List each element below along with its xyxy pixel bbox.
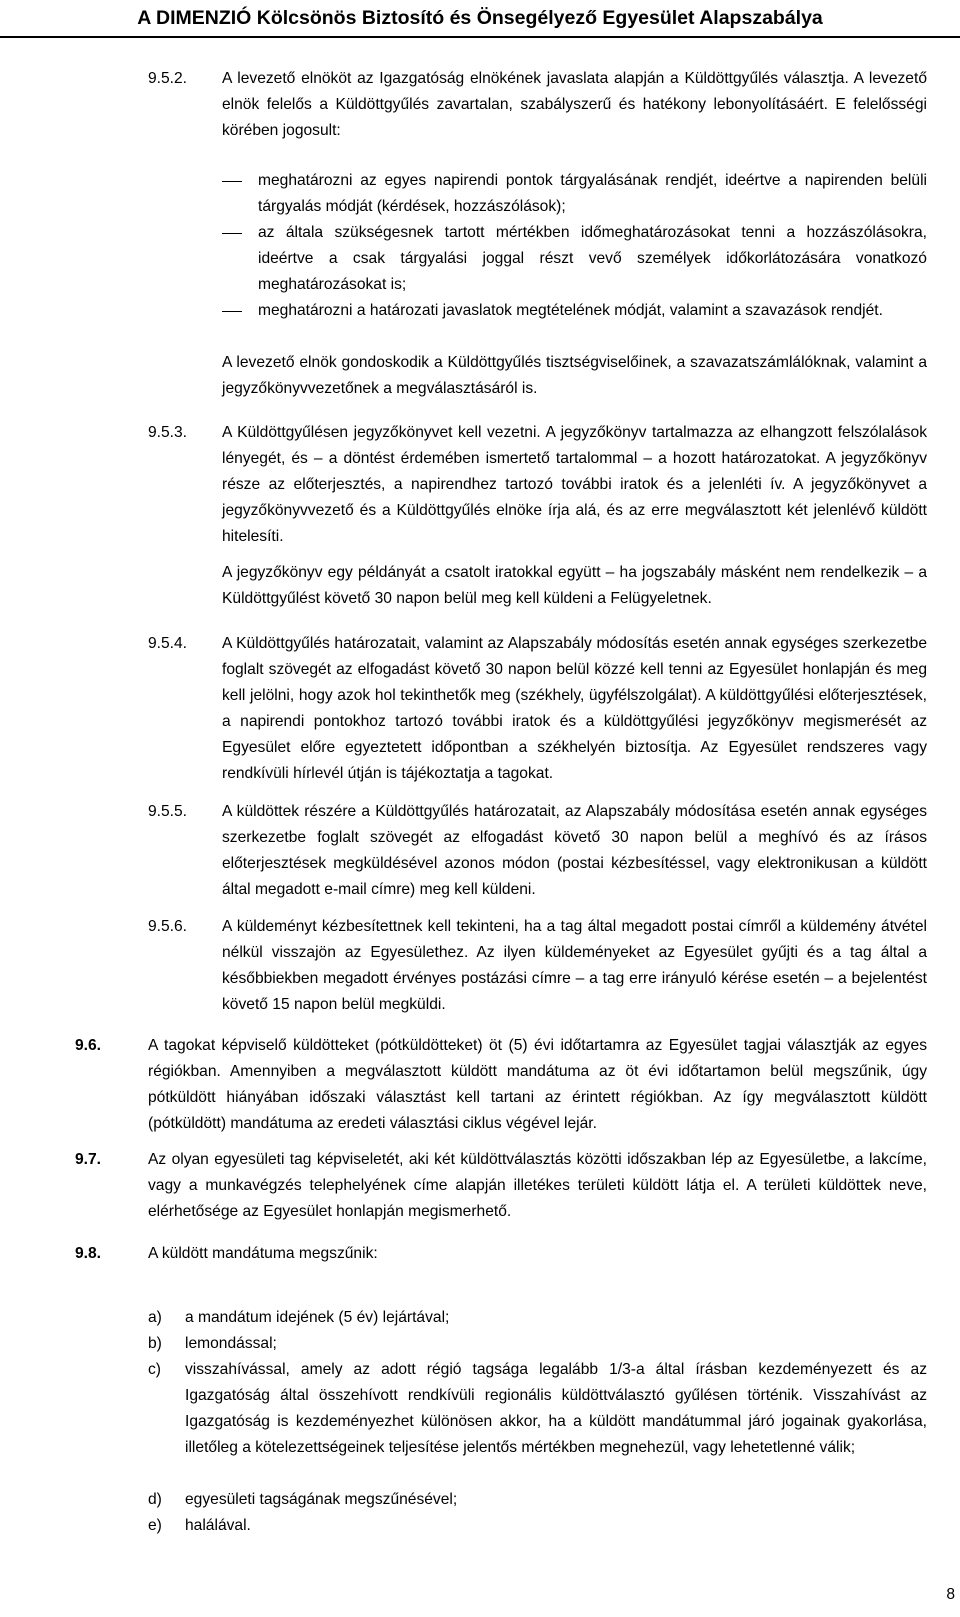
section-number-9-8: 9.8. xyxy=(75,1245,102,1262)
section-9-7-text: Az olyan egyesületi tag képviseletét, aki két küldöttválasztás közötti időszakban lép az Egyesületbe, a lakcíme, vagy a munkavégzés telephelyének címe alapján illetékes területi küldött látja el. A területi küldöttek neve, elérhetősége az Egyesület honlapján megismerhető. xyxy=(148,1151,927,1220)
dash-bullet xyxy=(222,181,242,182)
section-9-5-2-intro: A levezető elnököt az Igazgatóság elnökének javaslata alapján a Küldöttgyűlés választja. A levezető elnök felelős a Küldöttgyűlés zavartalan, szabályszerű és hatékony lebonyolításáért. E felelősségi körében jogosult: xyxy=(222,70,927,139)
list-item-9-8-e: halálával. xyxy=(185,1517,251,1534)
list-item-9-8-b: lemondással; xyxy=(185,1335,277,1352)
document-title: A DIMENZIÓ Kölcsönös Biztosító és Önsegélyező Egyesület Alapszabálya xyxy=(137,7,823,29)
section-number-9-5-5: 9.5.5. xyxy=(148,803,188,820)
section-9-6-text: A tagokat képviselő küldötteket (pótküldötteket) öt (5) évi időtartamra az Egyesület tagjai választják az egyes régiókban. Amennyiben a megválasztott küldött mandátuma az öt évi időtartamon belül megszűnik, úgy pótküldött hiányában időszaki választást kell tartani az érintett régiókban. Az így megválasztott küldött (pótküldött) mandátuma az eredeti választási ciklus végével lejár. xyxy=(148,1037,927,1132)
list-item-9-8-c: visszahívással, amely az adott régió tagsága legalább 1/3-a által írásban kezdeményezett és az Igazgatóság által összehívott rendkívüli regionális küldöttválasztó gyűlésen történik. Visszahívást az Igazgatóság is kezdeményezhet különösen akkor, ha a küldött mandátummal járó jogainak gyakorlása, illetőleg a kötelezettségeinek teljesítése jelentős mértékben megnehezül, vagy lehetetlenné válik; xyxy=(185,1361,927,1456)
list-label-d: d) xyxy=(148,1491,162,1508)
list-item-9-5-2-1: meghatározni az egyes napirendi pontok tárgyalásának rendjét, ideértve a napirenden belüli tárgyalás módját (kérdések, hozzászólások); xyxy=(258,172,927,215)
list-item-9-8-a: a mandátum idejének (5 év) lejártával; xyxy=(185,1309,450,1326)
section-number-9-5-6: 9.5.6. xyxy=(148,918,188,935)
list-item-9-5-2-2: az általa szükségesnek tartott mértékben időmeghatározásokat tenni a hozzászólásokra, ideértve a csak tárgyalási joggal részt vevő személyek időkorlátozására vonatkozó meghatározásokat is; xyxy=(258,224,927,293)
section-9-5-2-closing: A levezető elnök gondoskodik a Küldöttgyűlés tisztségviselőinek, a szavazatszámlálóknak, valamint a jegyzőkönyvvezetőnek a megválasztásáról is. xyxy=(222,354,927,397)
list-item-9-8-d: egyesületi tagságának megszűnésével; xyxy=(185,1491,458,1508)
section-number-9-5-3: 9.5.3. xyxy=(148,424,188,441)
section-number-9-6: 9.6. xyxy=(75,1037,102,1054)
section-9-5-6-text: A küldeményt kézbesítettnek kell tekinteni, ha a tag által megadott postai címről a küldemény átvétel nélkül visszajön az Egyesülethez. Az ilyen küldeményeket az Egyesület gyűjti és a tag által a későbbiekben megadott érvényes postázási címre – a tag erre irányuló kérése esetén – a bejelentést követő 15 napon belül megküldi. xyxy=(222,918,927,1013)
list-item-9-5-2-3: meghatározni a határozati javaslatok megtételének módját, valamint a szavazások rendjét. xyxy=(258,302,883,319)
section-number-9-5-4: 9.5.4. xyxy=(148,635,188,652)
dash-bullet xyxy=(222,233,242,234)
list-label-e: e) xyxy=(148,1517,162,1534)
page-number: 8 xyxy=(946,1586,955,1603)
header-rule xyxy=(0,36,960,38)
section-number-9-5-2: 9.5.2. xyxy=(148,70,188,87)
section-number-9-7: 9.7. xyxy=(75,1151,102,1168)
section-9-8-intro: A küldött mandátuma megszűnik: xyxy=(148,1245,378,1262)
section-9-5-3-paragraph-2: A jegyzőkönyv egy példányát a csatolt iratokkal együtt – ha jogszabály másként nem rendelkezik – a Küldöttgyűlést követő 30 napon belül meg kell küldeni a Felügyeletnek. xyxy=(222,564,927,607)
list-label-b: b) xyxy=(148,1335,162,1352)
section-9-5-5-text: A küldöttek részére a Küldöttgyűlés határozatait, az Alapszabály módosítása esetén annak egységes szerkezetbe foglalt szövegét az elfogadást követő 30 napon belül a meghívó és az írásos előterjesztések megküldésével azonos módon (postai kézbesítéssel, vagy elektronikusan a küldött által megadott e-mail címre) meg kell küldeni. xyxy=(222,803,927,898)
section-9-5-4-text: A Küldöttgyűlés határozatait, valamint az Alapszabály módosítás esetén annak egységes szerkezetbe foglalt szövegét az elfogadást követő 30 napon belül közzé kell tenni az Egyesület honlapján és meg kell jelölni, hogy azok hol tekinthetők meg (székhely, ügyfélszolgálat). A küldöttgyűlési előterjesztések, a napirendi pontokhoz tartozó további iratok és a küldöttgyűlési jegyzőkönyv megismerését az Egyesület előre egyeztetett időpontban a székhelyén biztosítja. Az Egyesület rendszeres vagy rendkívüli hírlevél útján is tájékoztatja a tagokat. xyxy=(222,635,927,782)
list-label-c: c) xyxy=(148,1361,161,1378)
document-header xyxy=(0,0,960,36)
list-label-a: a) xyxy=(148,1309,162,1326)
section-9-5-3-paragraph-1: A Küldöttgyűlésen jegyzőkönyvet kell vezetni. A jegyzőkönyv tartalmazza az elhangzott felszólalások lényegét, és – a döntést érdemében ismertető tartalommal – a hozott határozatokat. A jegyzőkönyv része az előterjesztés, a napirendhez tartozó további iratok és a jelenléti ív. A jegyzőkönyvet a jegyzőkönyvvezető és a Küldöttgyűlés elnöke írja alá, és az erre megválasztott két jelenlévő küldött hitelesíti. xyxy=(222,424,927,545)
dash-bullet xyxy=(222,311,242,312)
